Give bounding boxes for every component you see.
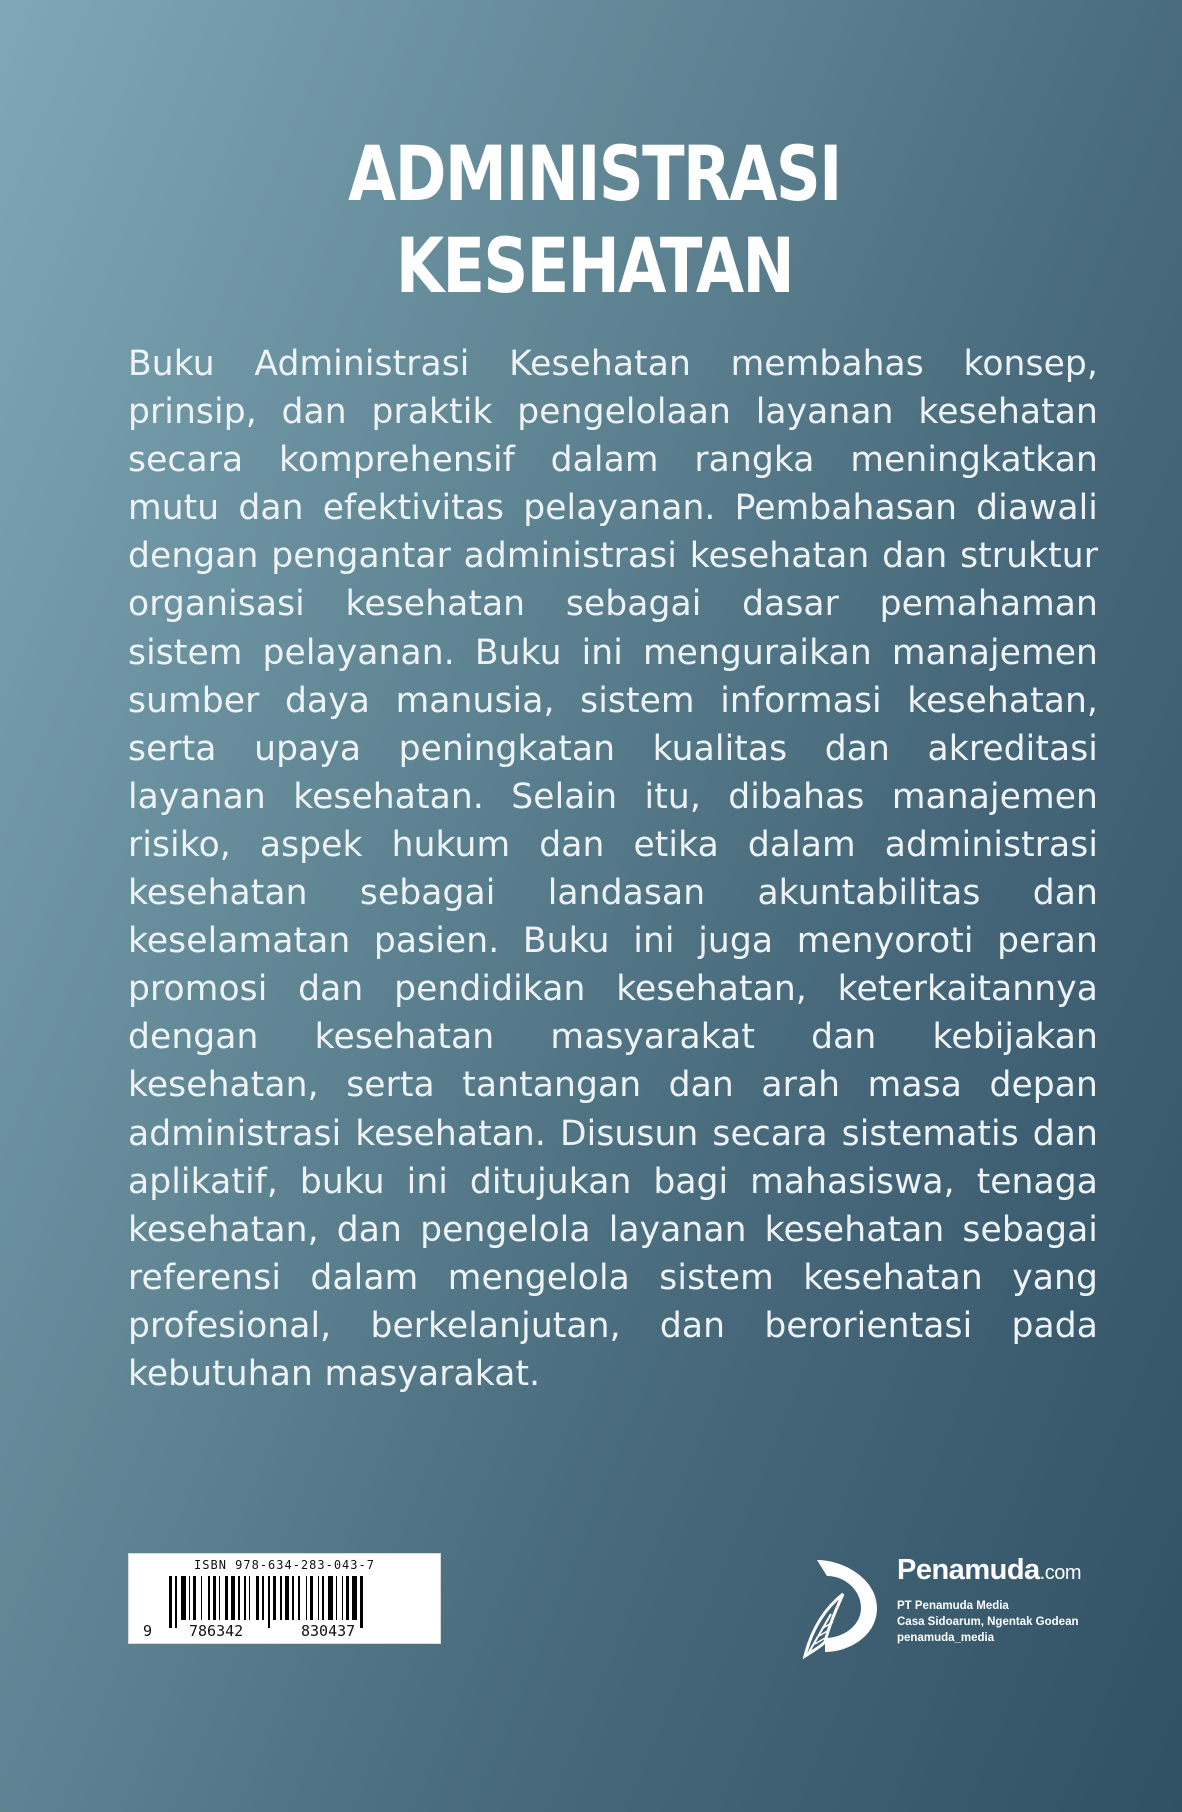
barcode-bar <box>292 1576 294 1620</box>
barcode-bar <box>169 1576 172 1628</box>
publisher-quill-logo-icon <box>785 1552 885 1662</box>
barcode-bar <box>219 1576 221 1620</box>
barcode-bar <box>285 1576 290 1620</box>
barcode-bar <box>238 1576 240 1620</box>
barcode-bar <box>208 1576 210 1620</box>
barcode-digit-first: 9 <box>143 1622 153 1640</box>
barcode-bar <box>322 1576 324 1620</box>
barcode-bar <box>360 1576 363 1628</box>
barcode-bar <box>310 1576 313 1620</box>
barcode-bar <box>175 1576 177 1628</box>
book-title <box>110 128 1079 312</box>
barcode-bar <box>336 1576 338 1620</box>
publisher-brand-name: Penamuda <box>897 1554 1040 1586</box>
barcode-bar <box>273 1576 276 1620</box>
barcode-bar <box>318 1576 320 1620</box>
barcode-bar <box>231 1576 236 1620</box>
barcode-bar <box>280 1576 282 1620</box>
barcode-bar <box>201 1576 203 1620</box>
publisher-block <box>785 1552 1115 1662</box>
barcode-bars <box>169 1576 403 1628</box>
publisher-company: PT Penamuda Media <box>897 1600 1009 1612</box>
book-title-line-2: KESEHATAN <box>395 221 794 310</box>
barcode-bar <box>328 1576 333 1620</box>
barcode-digits-left: 786342 <box>189 1622 244 1640</box>
publisher-brand <box>897 1554 1081 1587</box>
barcode-bar <box>256 1576 259 1620</box>
barcode-bar <box>225 1576 228 1620</box>
barcode-bar <box>346 1576 349 1620</box>
barcode-bar <box>181 1576 186 1620</box>
isbn-barcode <box>128 1553 441 1644</box>
isbn-label: ISBN 978-634-283-043-7 <box>194 1558 375 1572</box>
publisher-brand-tld: .com <box>1039 1562 1082 1584</box>
barcode-bar <box>268 1576 270 1628</box>
book-blurb: Buku Administrasi Kesehatan membahas konsep, prinsip, dan praktik pengelolaan layanan kesehatan secara komprehensif dalam rangka meningkatkan mutu dan efektivitas pelayanan. Pembahasan diawali dengan pengantar administrasi kesehatan dan struktur organisasi kesehatan sebagai dasar pemahaman sistem pelayanan. Buku ini menguraikan manajemen sumber daya manusia, sistem informasi kesehatan, serta upaya peningkatan kualitas dan akreditasi layanan kesehatan. Selain itu, dibahas manajemen risiko, aspek hukum dan etika dalam administrasi kesehatan sebagai landasan akuntabilitas dan keselamatan pasien. Buku ini juga menyoroti peran promosi dan pendidikan kesehatan, keterkaitannya dengan kesehatan masyarakat dan kebijakan kesehatan, serta tantangan dan arah masa depan administrasi kesehatan. Disusun secara sistematis dan aplikatif, buku ini ditujukan bagi mahasiswa, tenaga kesehatan, dan pengelola layanan kesehatan sebagai referensi dalam mengelola sistem kesehatan yang profesional, berkelanjutan, dan berorientasi pada kebutuhan masyarakat. <box>128 344 1098 1394</box>
publisher-address: Casa Sidoarum, Ngentak Godean <box>897 1616 1079 1628</box>
barcode-bar <box>213 1576 216 1620</box>
barcode-bar <box>189 1576 191 1620</box>
barcode-bar <box>262 1576 264 1620</box>
barcode-bar <box>249 1576 251 1620</box>
barcode-bar <box>244 1576 246 1620</box>
book-title-line-1: ADMINISTRASI <box>348 129 841 218</box>
barcode-digits-right: 830437 <box>301 1622 356 1640</box>
publisher-social: penamuda_media <box>897 1632 995 1644</box>
barcode-bar <box>193 1576 196 1620</box>
barcode-bar <box>342 1576 344 1620</box>
barcode-bar <box>352 1576 357 1620</box>
barcode-bar <box>298 1576 300 1620</box>
barcode-bar <box>306 1576 308 1620</box>
